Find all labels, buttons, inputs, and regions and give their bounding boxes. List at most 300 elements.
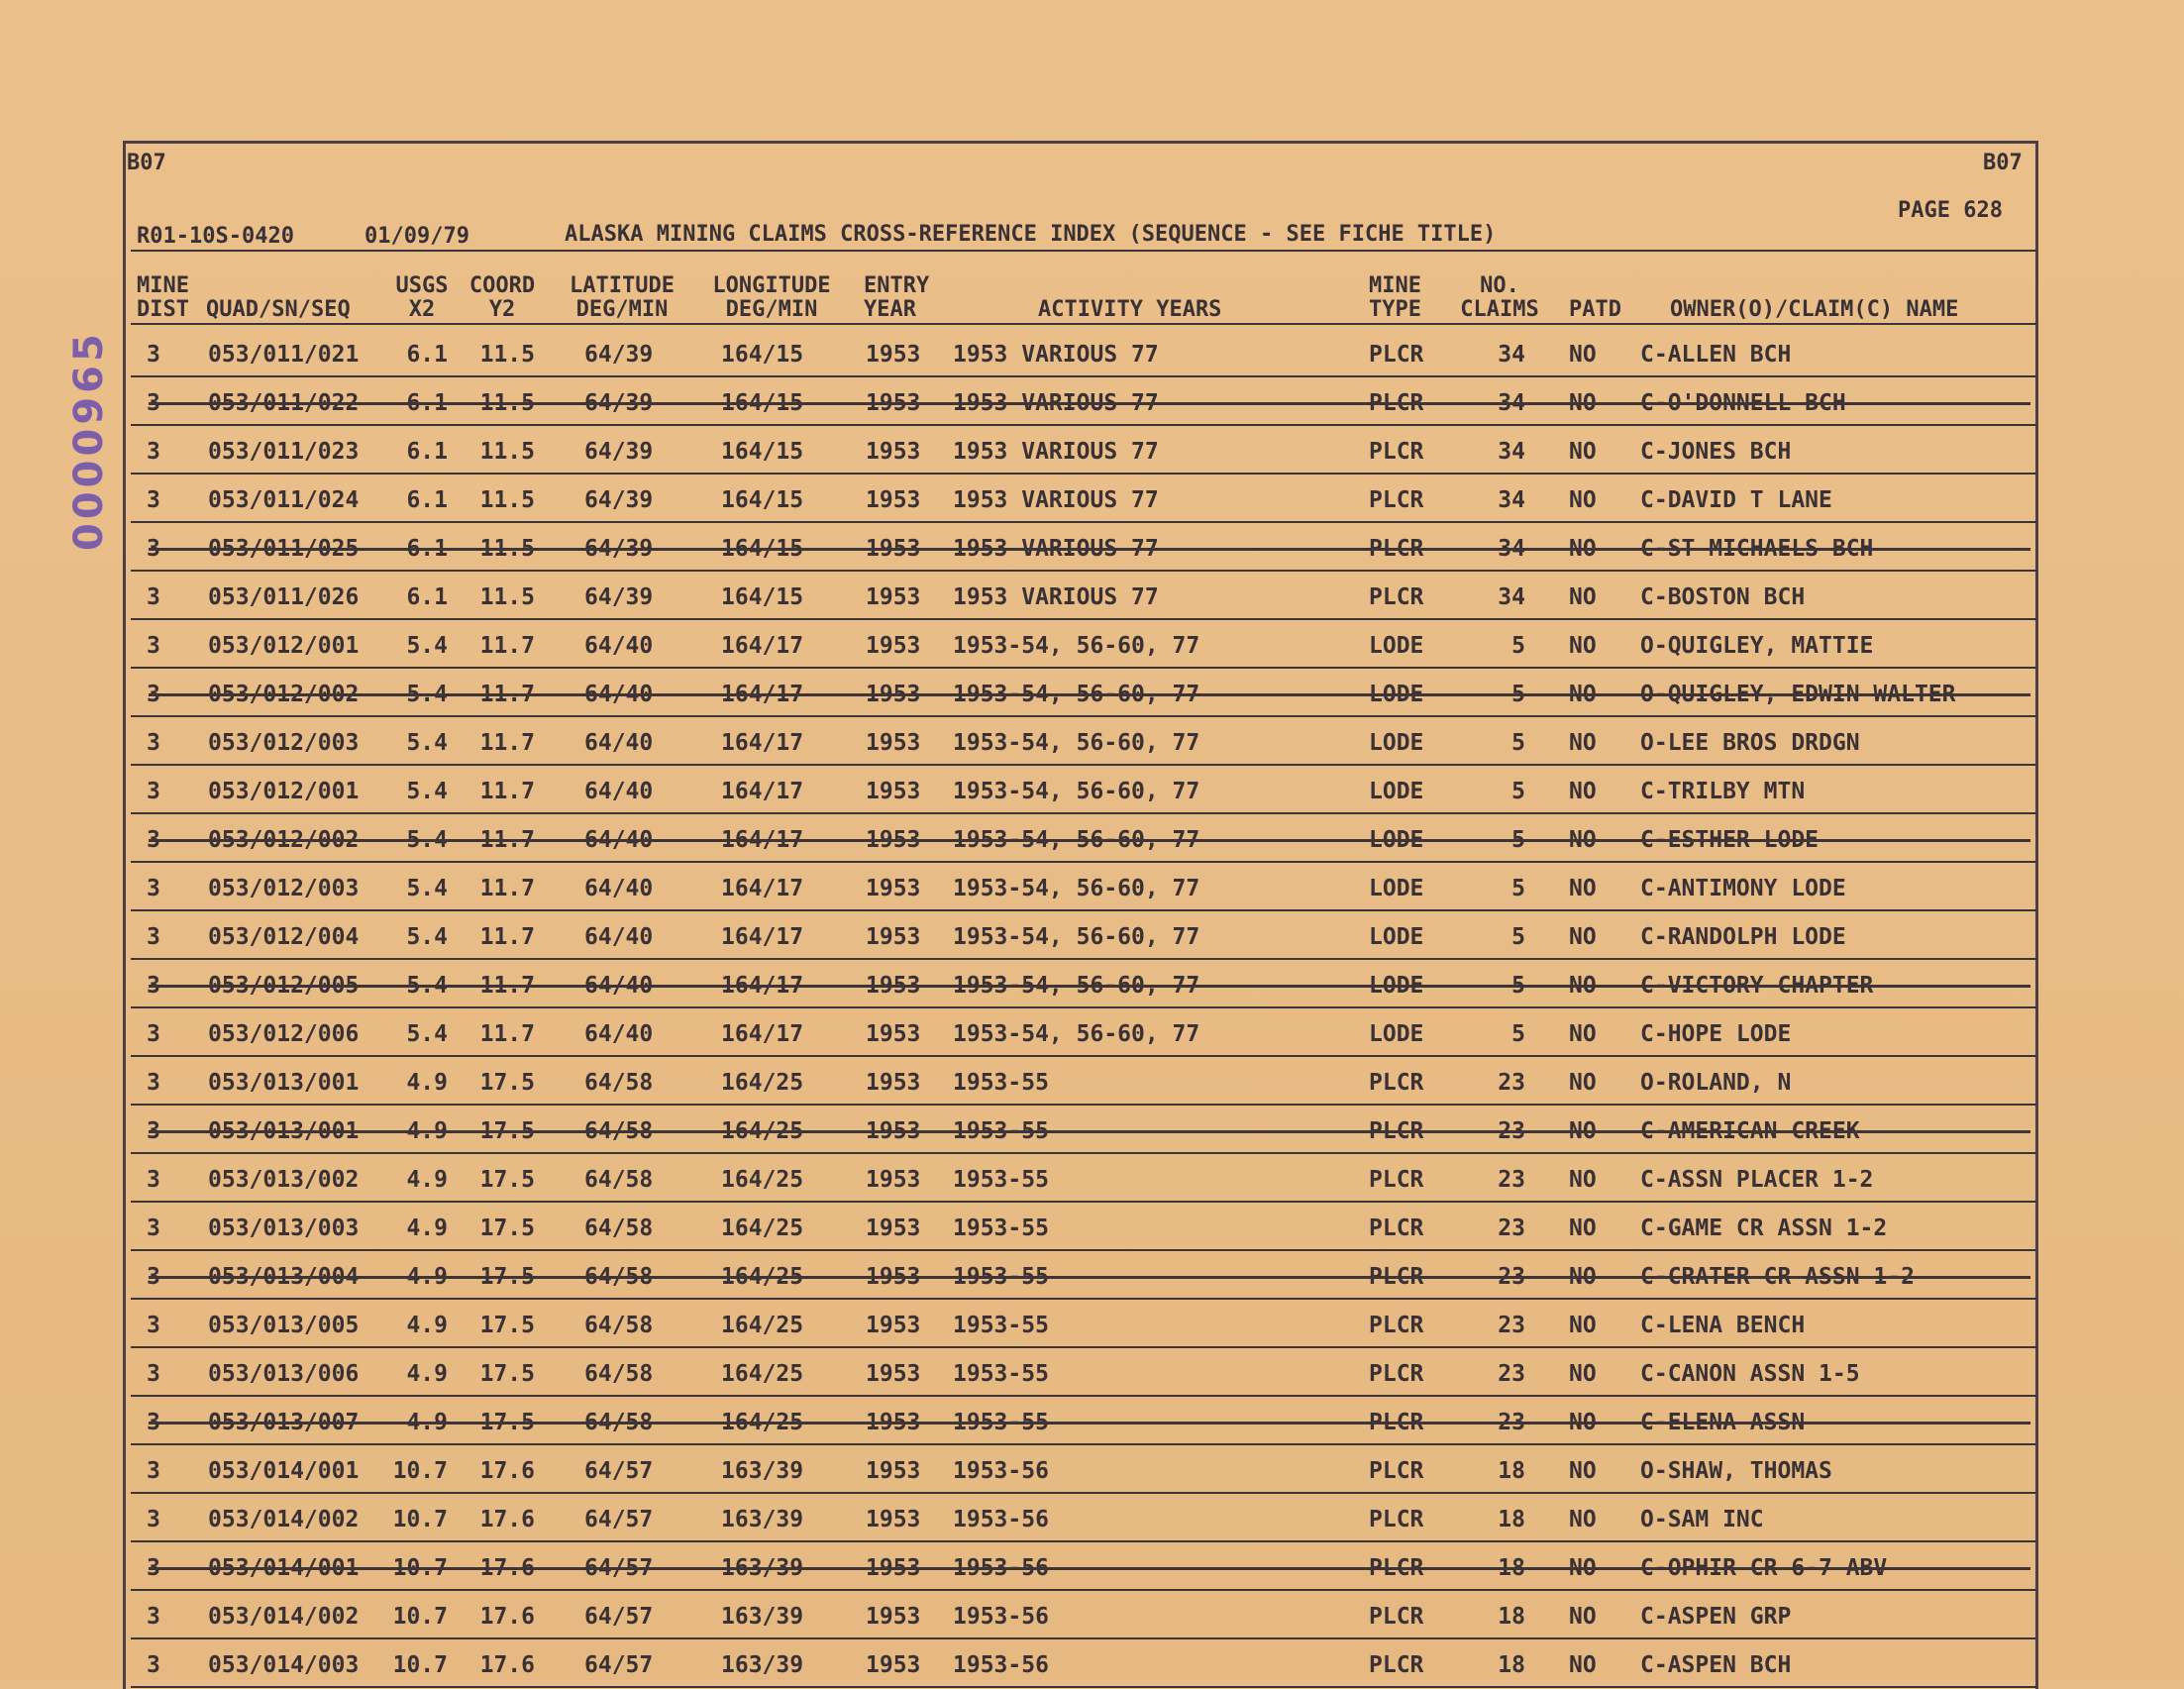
cell-mine-dist: 3 <box>147 1604 160 1630</box>
cell-mine-type: PLCR <box>1369 1410 1424 1435</box>
cell-entry-year: 1953 <box>866 1410 921 1435</box>
row-strikethrough <box>149 402 2030 405</box>
cell-usgs-x2: 5.4 <box>406 827 448 853</box>
cell-latitude: 64/57 <box>584 1604 654 1630</box>
cell-owner-claim-name: O-LEE BROS DRDGN <box>1640 730 1860 756</box>
cell-mine-dist: 3 <box>147 1021 160 1047</box>
cell-mine-type: PLCR <box>1369 439 1424 465</box>
table-row <box>0 475 2184 524</box>
row-divider <box>131 715 2036 717</box>
cell-mine-type: PLCR <box>1369 1507 1424 1532</box>
cell-owner-claim-name: C-OPHIR CR 6-7 ABV <box>1640 1555 1888 1581</box>
cell-mine-dist: 3 <box>147 730 160 756</box>
cell-entry-year: 1953 <box>866 1118 921 1144</box>
cell-owner-claim-name: C-LENA BENCH <box>1640 1313 1806 1338</box>
cell-activity-years: 1953-56 <box>953 1458 1049 1484</box>
row-divider <box>131 1055 2036 1057</box>
cell-latitude: 64/40 <box>584 682 654 707</box>
cell-activity-years: 1953-56 <box>953 1507 1049 1532</box>
cell-usgs-x2: 5.4 <box>406 779 448 804</box>
cell-latitude: 64/40 <box>584 730 654 756</box>
cell-quad-sn-seq: 053/013/003 <box>208 1215 360 1241</box>
cell-latitude: 64/58 <box>584 1118 654 1144</box>
cell-no-claims: 34 <box>1498 487 1525 513</box>
col-usgs: USGS X2 <box>395 273 449 322</box>
cell-mine-dist: 3 <box>147 1410 160 1435</box>
cell-mine-dist: 3 <box>147 342 160 368</box>
cell-quad-sn-seq: 053/011/022 <box>208 390 360 416</box>
cell-patd: NO <box>1569 1410 1597 1435</box>
cell-usgs-x2: 5.4 <box>406 1021 448 1047</box>
col-patd: PATD <box>1569 297 1621 322</box>
cell-activity-years: 1953-56 <box>953 1555 1049 1581</box>
cell-quad-sn-seq: 053/014/001 <box>208 1555 360 1581</box>
cell-coord-y2: 17.5 <box>479 1215 535 1241</box>
row-divider <box>131 1686 2036 1688</box>
cell-mine-type: PLCR <box>1369 1604 1424 1630</box>
table-row <box>0 1349 2184 1398</box>
cell-quad-sn-seq: 053/013/006 <box>208 1361 360 1387</box>
cell-no-claims: 23 <box>1498 1070 1525 1096</box>
cell-owner-claim-name: C-JONES BCH <box>1640 439 1792 465</box>
cell-patd: NO <box>1569 1313 1597 1338</box>
cell-longitude: 164/17 <box>721 682 804 707</box>
cell-usgs-x2: 5.4 <box>406 924 448 950</box>
cell-activity-years: 1953-54, 56-60, 77 <box>953 779 1200 804</box>
cell-entry-year: 1953 <box>866 1458 921 1484</box>
cell-owner-claim-name: C-CRATER CR ASSN 1-2 <box>1640 1264 1915 1290</box>
table-row <box>0 1155 2184 1204</box>
cell-quad-sn-seq: 053/011/024 <box>208 487 360 513</box>
cell-coord-y2: 17.6 <box>479 1555 535 1581</box>
cell-activity-years: 1953-54, 56-60, 77 <box>953 682 1200 707</box>
cell-mine-type: PLCR <box>1369 1361 1424 1387</box>
cell-owner-claim-name: C-O'DONNELL BCH <box>1640 390 1846 416</box>
row-strikethrough <box>149 1130 2030 1133</box>
row-divider <box>131 424 2036 426</box>
cell-latitude: 64/57 <box>584 1555 654 1581</box>
cell-mine-dist: 3 <box>147 1555 160 1581</box>
cell-mine-type: PLCR <box>1369 487 1424 513</box>
cell-longitude: 164/25 <box>721 1313 804 1338</box>
table-row <box>0 1495 2184 1543</box>
cell-activity-years: 1953 VARIOUS 77 <box>953 439 1159 465</box>
cell-coord-y2: 11.7 <box>479 924 535 950</box>
cell-no-claims: 23 <box>1498 1361 1525 1387</box>
cell-activity-years: 1953-56 <box>953 1652 1049 1678</box>
table-row <box>0 1009 2184 1058</box>
cell-mine-type: PLCR <box>1369 390 1424 416</box>
report-date: 01/09/79 <box>364 224 469 249</box>
cell-quad-sn-seq: 053/013/007 <box>208 1410 360 1435</box>
cell-longitude: 164/17 <box>721 633 804 659</box>
cell-latitude: 64/58 <box>584 1070 654 1096</box>
row-divider <box>131 473 2036 475</box>
cell-mine-dist: 3 <box>147 1118 160 1144</box>
cell-owner-claim-name: C-ELENA ASSN <box>1640 1410 1806 1435</box>
cell-activity-years: 1953-54, 56-60, 77 <box>953 633 1200 659</box>
cell-usgs-x2: 4.9 <box>406 1070 448 1096</box>
cell-usgs-x2: 6.1 <box>406 342 448 368</box>
title-underline <box>131 250 2036 252</box>
cell-longitude: 164/25 <box>721 1070 804 1096</box>
cell-entry-year: 1953 <box>866 1070 921 1096</box>
cell-entry-year: 1953 <box>866 1313 921 1338</box>
table-row <box>0 718 2184 767</box>
cell-no-claims: 23 <box>1498 1118 1525 1144</box>
sheet-id-right: B07 <box>1983 151 2023 175</box>
cell-mine-type: LODE <box>1369 827 1424 853</box>
cell-mine-type: LODE <box>1369 730 1424 756</box>
cell-longitude: 164/25 <box>721 1264 804 1290</box>
cell-no-claims: 5 <box>1511 827 1525 853</box>
table-row <box>0 1204 2184 1252</box>
cell-coord-y2: 11.7 <box>479 876 535 901</box>
row-divider <box>131 1540 2036 1542</box>
cell-owner-claim-name: O-QUIGLEY, MATTIE <box>1640 633 1874 659</box>
cell-no-claims: 34 <box>1498 390 1525 416</box>
row-divider <box>131 812 2036 814</box>
cell-coord-y2: 11.5 <box>479 390 535 416</box>
cell-no-claims: 5 <box>1511 730 1525 756</box>
cell-longitude: 164/15 <box>721 536 804 562</box>
cell-no-claims: 5 <box>1511 876 1525 901</box>
cell-mine-type: PLCR <box>1369 1118 1424 1144</box>
cell-mine-type: PLCR <box>1369 1215 1424 1241</box>
table-row <box>0 1398 2184 1446</box>
cell-mine-dist: 3 <box>147 390 160 416</box>
cell-patd: NO <box>1569 973 1597 999</box>
cell-quad-sn-seq: 053/013/002 <box>208 1167 360 1193</box>
cell-longitude: 163/39 <box>721 1507 804 1532</box>
cell-mine-type: LODE <box>1369 924 1424 950</box>
cell-no-claims: 18 <box>1498 1604 1525 1630</box>
table-row <box>0 1301 2184 1349</box>
row-divider <box>131 618 2036 620</box>
cell-no-claims: 23 <box>1498 1313 1525 1338</box>
cell-patd: NO <box>1569 1215 1597 1241</box>
cell-mine-dist: 3 <box>147 827 160 853</box>
cell-latitude: 64/40 <box>584 779 654 804</box>
cell-latitude: 64/39 <box>584 487 654 513</box>
cell-latitude: 64/58 <box>584 1167 654 1193</box>
cell-longitude: 164/17 <box>721 1021 804 1047</box>
cell-coord-y2: 17.5 <box>479 1167 535 1193</box>
cell-patd: NO <box>1569 1118 1597 1144</box>
cell-entry-year: 1953 <box>866 487 921 513</box>
cell-mine-type: LODE <box>1369 633 1424 659</box>
cell-owner-claim-name: C-ANTIMONY LODE <box>1640 876 1846 901</box>
table-row <box>0 427 2184 475</box>
cell-longitude: 164/15 <box>721 342 804 368</box>
cell-entry-year: 1953 <box>866 536 921 562</box>
cell-mine-dist: 3 <box>147 1313 160 1338</box>
cell-mine-type: PLCR <box>1369 1167 1424 1193</box>
page-label <box>1898 198 2003 223</box>
cell-owner-claim-name: C-RANDOLPH LODE <box>1640 924 1846 950</box>
cell-no-claims: 34 <box>1498 342 1525 368</box>
cell-owner-claim-name: O-ROLAND, N <box>1640 1070 1792 1096</box>
cell-owner-claim-name: O-SAM INC <box>1640 1507 1764 1532</box>
cell-entry-year: 1953 <box>866 924 921 950</box>
cell-latitude: 64/40 <box>584 1021 654 1047</box>
row-divider <box>131 521 2036 523</box>
table-row <box>0 767 2184 815</box>
table-row <box>0 1592 2184 1640</box>
cell-longitude: 164/17 <box>721 924 804 950</box>
cell-coord-y2: 11.7 <box>479 779 535 804</box>
cell-entry-year: 1953 <box>866 973 921 999</box>
cell-quad-sn-seq: 053/011/026 <box>208 584 360 610</box>
cell-mine-dist: 3 <box>147 1167 160 1193</box>
row-divider <box>131 1104 2036 1106</box>
cell-no-claims: 5 <box>1511 682 1525 707</box>
cell-mine-dist: 3 <box>147 439 160 465</box>
cell-quad-sn-seq: 053/014/001 <box>208 1458 360 1484</box>
cell-no-claims: 5 <box>1511 633 1525 659</box>
cell-activity-years: 1953 VARIOUS 77 <box>953 390 1159 416</box>
row-divider <box>131 1443 2036 1445</box>
cell-entry-year: 1953 <box>866 1361 921 1387</box>
cell-usgs-x2: 10.7 <box>392 1604 448 1630</box>
cell-longitude: 164/25 <box>721 1118 804 1144</box>
cell-mine-type: PLCR <box>1369 536 1424 562</box>
row-divider <box>131 375 2036 377</box>
cell-mine-dist: 3 <box>147 487 160 513</box>
cell-activity-years: 1953-54, 56-60, 77 <box>953 924 1200 950</box>
cell-coord-y2: 11.7 <box>479 1021 535 1047</box>
cell-owner-claim-name: O-QUIGLEY, EDWIN WALTER <box>1640 682 1956 707</box>
cell-no-claims: 34 <box>1498 536 1525 562</box>
cell-owner-claim-name: C-VICTORY CHAPTER <box>1640 973 1874 999</box>
cell-mine-dist: 3 <box>147 1458 160 1484</box>
cell-no-claims: 5 <box>1511 779 1525 804</box>
cell-latitude: 64/58 <box>584 1313 654 1338</box>
cell-owner-claim-name: C-HOPE LODE <box>1640 1021 1792 1047</box>
table-row <box>0 815 2184 864</box>
cell-coord-y2: 11.7 <box>479 633 535 659</box>
cell-patd: NO <box>1569 487 1597 513</box>
row-strikethrough <box>149 1276 2030 1279</box>
cell-usgs-x2: 4.9 <box>406 1361 448 1387</box>
cell-latitude: 64/40 <box>584 973 654 999</box>
cell-longitude: 164/15 <box>721 584 804 610</box>
cell-owner-claim-name: C-ASSN PLACER 1-2 <box>1640 1167 1874 1193</box>
cell-patd: NO <box>1569 1507 1597 1532</box>
sheet-id-left: B07 <box>127 151 166 175</box>
cell-latitude: 64/40 <box>584 924 654 950</box>
cell-mine-type: LODE <box>1369 1021 1424 1047</box>
cell-coord-y2: 11.7 <box>479 730 535 756</box>
cell-entry-year: 1953 <box>866 730 921 756</box>
cell-owner-claim-name: C-ASPEN BCH <box>1640 1652 1792 1678</box>
cell-patd: NO <box>1569 827 1597 853</box>
col-entry-year: ENTRY YEAR <box>864 273 930 322</box>
cell-mine-type: PLCR <box>1369 1555 1424 1581</box>
cell-mine-dist: 3 <box>147 1215 160 1241</box>
row-strikethrough <box>149 1567 2030 1570</box>
cell-owner-claim-name: C-TRILBY MTN <box>1640 779 1806 804</box>
cell-patd: NO <box>1569 584 1597 610</box>
cell-latitude: 64/40 <box>584 633 654 659</box>
col-coord: COORD Y2 <box>468 273 536 322</box>
cell-coord-y2: 11.7 <box>479 973 535 999</box>
cell-usgs-x2: 5.4 <box>406 730 448 756</box>
cell-activity-years: 1953 VARIOUS 77 <box>953 536 1159 562</box>
cell-coord-y2: 11.5 <box>479 536 535 562</box>
cell-activity-years: 1953-55 <box>953 1070 1049 1096</box>
cell-activity-years: 1953-54, 56-60, 77 <box>953 827 1200 853</box>
cell-activity-years: 1953-54, 56-60, 77 <box>953 973 1200 999</box>
cell-coord-y2: 17.6 <box>479 1458 535 1484</box>
cell-coord-y2: 11.5 <box>479 487 535 513</box>
cell-owner-claim-name: C-ASPEN GRP <box>1640 1604 1792 1630</box>
cell-entry-year: 1953 <box>866 1215 921 1241</box>
cell-patd: NO <box>1569 1167 1597 1193</box>
row-strikethrough <box>149 985 2030 988</box>
cell-activity-years: 1953 VARIOUS 77 <box>953 487 1159 513</box>
cell-mine-type: LODE <box>1369 973 1424 999</box>
cell-coord-y2: 11.5 <box>479 439 535 465</box>
table-row <box>0 1252 2184 1301</box>
table-row <box>0 912 2184 961</box>
cell-owner-claim-name: C-CANON ASSN 1-5 <box>1640 1361 1860 1387</box>
cell-latitude: 64/39 <box>584 390 654 416</box>
cell-longitude: 163/39 <box>721 1458 804 1484</box>
cell-entry-year: 1953 <box>866 390 921 416</box>
cell-patd: NO <box>1569 779 1597 804</box>
cell-mine-type: PLCR <box>1369 342 1424 368</box>
cell-latitude: 64/40 <box>584 876 654 901</box>
cell-mine-dist: 3 <box>147 1652 160 1678</box>
cell-mine-type: PLCR <box>1369 1313 1424 1338</box>
row-divider <box>131 1249 2036 1251</box>
cell-latitude: 64/58 <box>584 1215 654 1241</box>
cell-entry-year: 1953 <box>866 342 921 368</box>
cell-usgs-x2: 5.4 <box>406 973 448 999</box>
cell-entry-year: 1953 <box>866 1652 921 1678</box>
cell-coord-y2: 17.5 <box>479 1118 535 1144</box>
cell-owner-claim-name: C-ALLEN BCH <box>1640 342 1792 368</box>
cell-mine-dist: 3 <box>147 1070 160 1096</box>
cell-mine-type: LODE <box>1369 682 1424 707</box>
cell-quad-sn-seq: 053/012/001 <box>208 633 360 659</box>
cell-mine-dist: 3 <box>147 924 160 950</box>
cell-owner-claim-name: C-ESTHER LODE <box>1640 827 1820 853</box>
cell-usgs-x2: 5.4 <box>406 682 448 707</box>
table-row <box>0 864 2184 912</box>
cell-quad-sn-seq: 053/012/004 <box>208 924 360 950</box>
table-row <box>0 330 2184 378</box>
row-divider <box>131 861 2036 863</box>
row-divider <box>131 1589 2036 1591</box>
cell-longitude: 164/17 <box>721 730 804 756</box>
cell-no-claims: 18 <box>1498 1652 1525 1678</box>
cell-longitude: 164/25 <box>721 1361 804 1387</box>
report-code: R01-10S-0420 <box>137 224 294 249</box>
table-row <box>0 961 2184 1009</box>
cell-usgs-x2: 6.1 <box>406 536 448 562</box>
cell-quad-sn-seq: 053/013/005 <box>208 1313 360 1338</box>
cell-coord-y2: 11.7 <box>479 682 535 707</box>
cell-usgs-x2: 6.1 <box>406 584 448 610</box>
row-divider <box>131 1201 2036 1203</box>
table-row <box>0 378 2184 427</box>
col-no-claims: NO. CLAIMS <box>1460 273 1539 322</box>
cell-mine-dist: 3 <box>147 876 160 901</box>
cell-coord-y2: 17.5 <box>479 1264 535 1290</box>
cell-no-claims: 23 <box>1498 1264 1525 1290</box>
table-row <box>0 1446 2184 1495</box>
col-mine-type: MINE TYPE <box>1369 273 1421 322</box>
row-divider <box>131 1492 2036 1494</box>
table-row <box>0 670 2184 718</box>
cell-mine-type: PLCR <box>1369 584 1424 610</box>
cell-quad-sn-seq: 053/012/005 <box>208 973 360 999</box>
row-divider <box>131 958 2036 960</box>
cell-quad-sn-seq: 053/012/006 <box>208 1021 360 1047</box>
cell-quad-sn-seq: 053/013/004 <box>208 1264 360 1290</box>
cell-quad-sn-seq: 053/013/001 <box>208 1070 360 1096</box>
cell-usgs-x2: 4.9 <box>406 1410 448 1435</box>
cell-quad-sn-seq: 053/012/001 <box>208 779 360 804</box>
cell-coord-y2: 17.6 <box>479 1652 535 1678</box>
cell-patd: NO <box>1569 633 1597 659</box>
table-row <box>0 1058 2184 1107</box>
cell-longitude: 164/15 <box>721 439 804 465</box>
table-row <box>0 1107 2184 1155</box>
col-longitude: LONGITUDE DEG/MIN <box>712 273 831 322</box>
cell-mine-type: LODE <box>1369 876 1424 901</box>
cell-mine-dist: 3 <box>147 1264 160 1290</box>
cell-mine-dist: 3 <box>147 1361 160 1387</box>
cell-latitude: 64/58 <box>584 1410 654 1435</box>
cell-usgs-x2: 4.9 <box>406 1167 448 1193</box>
cell-usgs-x2: 10.7 <box>392 1555 448 1581</box>
cell-activity-years: 1953-55 <box>953 1410 1049 1435</box>
cell-latitude: 64/39 <box>584 439 654 465</box>
cell-usgs-x2: 4.9 <box>406 1264 448 1290</box>
col-quad: QUAD/SN/SEQ <box>206 297 351 322</box>
cell-longitude: 164/15 <box>721 390 804 416</box>
cell-patd: NO <box>1569 1458 1597 1484</box>
cell-entry-year: 1953 <box>866 633 921 659</box>
cell-mine-dist: 3 <box>147 584 160 610</box>
cell-patd: NO <box>1569 1264 1597 1290</box>
cell-no-claims: 34 <box>1498 584 1525 610</box>
cell-patd: NO <box>1569 1652 1597 1678</box>
cell-entry-year: 1953 <box>866 584 921 610</box>
cell-mine-dist: 3 <box>147 633 160 659</box>
row-strikethrough <box>149 548 2030 551</box>
cell-coord-y2: 11.7 <box>479 827 535 853</box>
cell-usgs-x2: 6.1 <box>406 390 448 416</box>
cell-quad-sn-seq: 053/014/002 <box>208 1604 360 1630</box>
cell-usgs-x2: 10.7 <box>392 1458 448 1484</box>
cell-entry-year: 1953 <box>866 1507 921 1532</box>
cell-patd: NO <box>1569 876 1597 901</box>
cell-latitude: 64/57 <box>584 1652 654 1678</box>
cell-owner-claim-name: C-BOSTON BCH <box>1640 584 1806 610</box>
cell-latitude: 64/39 <box>584 536 654 562</box>
cell-no-claims: 23 <box>1498 1410 1525 1435</box>
cell-patd: NO <box>1569 390 1597 416</box>
cell-quad-sn-seq: 053/012/003 <box>208 730 360 756</box>
row-divider <box>131 1152 2036 1154</box>
cell-coord-y2: 17.6 <box>479 1604 535 1630</box>
cell-no-claims: 5 <box>1511 1021 1525 1047</box>
cell-latitude: 64/58 <box>584 1264 654 1290</box>
